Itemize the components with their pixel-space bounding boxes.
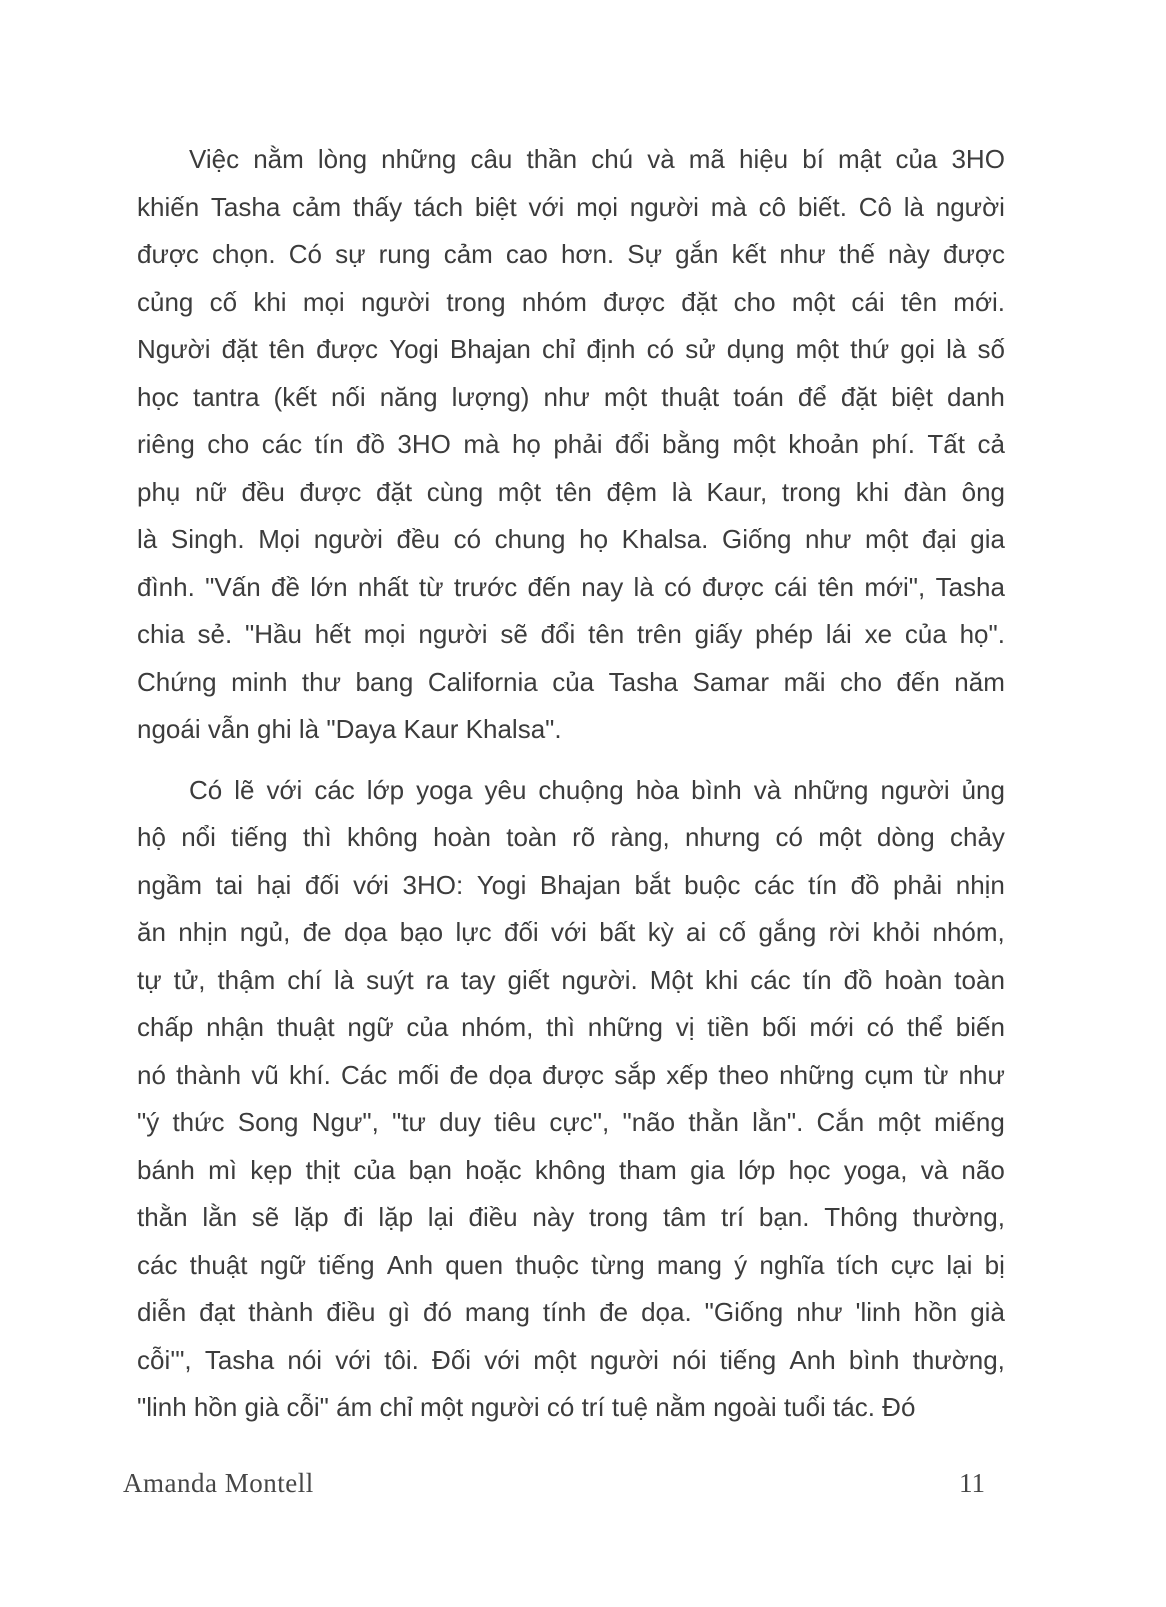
text-line: "linh hồn già cỗi" ám chỉ một người có trí tuệ nằm ngoài tuổi tác. Đó: [137, 1392, 916, 1422]
text-line: Có lẽ với các lớp yoga yêu chuộng hòa bình và những người ủng: [189, 774, 1005, 805]
text-line: chấp nhận thuật ngữ của nhóm, thì những vị tiền bối mới có thể biến: [137, 1012, 1005, 1042]
text-line: chia sẻ. "Hầu hết mọi người sẽ đổi tên trên giấy phép lái xe của họ".: [137, 619, 1005, 649]
text-line: các thuật ngữ tiếng Anh quen thuộc từng mang ý nghĩa tích cực lại bị: [137, 1249, 1005, 1280]
text-line: ngầm tai hại đối với 3HO: Yogi Bhajan bắt buộc các tín đồ phải nhịn: [137, 869, 1005, 900]
footer-author: Amanda Montell: [123, 1468, 314, 1498]
paragraph: [137, 767, 1005, 1432]
text-line: là Singh. Mọi người đều có chung họ Khalsa. Giống như một đại gia: [137, 524, 1005, 554]
text-line: đình. "Vấn đề lớn nhất từ trước đến nay là có được cái tên mới", Tasha: [137, 571, 1005, 602]
text-line: hộ nổi tiếng thì không hoàn toàn rõ ràng, nhưng có một dòng chảy: [137, 822, 1005, 852]
text-line: ngoái vẫn ghi là "Daya Kaur Khalsa".: [137, 714, 562, 744]
text-line: bánh mì kẹp thịt của bạn hoặc không tham gia lớp học yoga, và não: [137, 1154, 1005, 1185]
paragraph: [137, 136, 1005, 754]
text-line: riêng cho các tín đồ 3HO mà họ phải đổi bằng một khoản phí. Tất cả: [137, 429, 1005, 459]
text-line: Chứng minh thư bang California của Tasha Samar mãi cho đến năm: [137, 666, 1005, 697]
text-line: cỗi'", Tasha nói với tôi. Đối với một người nói tiếng Anh bình thường,: [137, 1344, 1005, 1375]
text-line: diễn đạt thành điều gì đó mang tính đe dọa. "Giống như 'linh hồn già: [137, 1297, 1005, 1327]
text-line: Người đặt tên được Yogi Bhajan chỉ định có sử dụng một thứ gọi là số: [137, 334, 1005, 364]
text-line: Việc nằm lòng những câu thần chú và mã hiệu bí mật của 3HO: [189, 144, 1005, 174]
footer-page-number: 11: [959, 1468, 985, 1498]
text-line: ăn nhịn ngủ, đe dọa bạo lực đối với bất kỳ ai cố gắng rời khỏi nhóm,: [137, 917, 1005, 947]
text-line: nó thành vũ khí. Các mối đe dọa được sắp xếp theo những cụm từ như: [137, 1059, 1005, 1090]
page-footer: [123, 1468, 985, 1499]
text-line: củng cố khi mọi người trong nhóm được đặt cho một cái tên mới.: [137, 286, 1005, 317]
text-line: tự tử, thậm chí là suýt ra tay giết người. Một khi các tín đồ hoàn toàn: [137, 964, 1005, 995]
text-line: được chọn. Có sự rung cảm cao hơn. Sự gắn kết như thế này được: [137, 239, 1005, 269]
text-block: [137, 136, 1005, 1432]
text-line: học tantra (kết nối năng lượng) như một thuật toán để đặt biệt danh: [137, 381, 1005, 412]
text-line: khiến Tasha cảm thấy tách biệt với mọi người mà cô biết. Cô là người: [137, 191, 1005, 222]
text-line: phụ nữ đều được đặt cùng một tên đệm là Kaur, trong khi đàn ông: [137, 476, 1005, 507]
text-line: "ý thức Song Ngư", "tư duy tiêu cực", "não thằn lằn". Cắn một miếng: [137, 1107, 1005, 1137]
text-line: thằn lằn sẽ lặp đi lặp lại điều này trong tâm trí bạn. Thông thường,: [137, 1202, 1005, 1232]
